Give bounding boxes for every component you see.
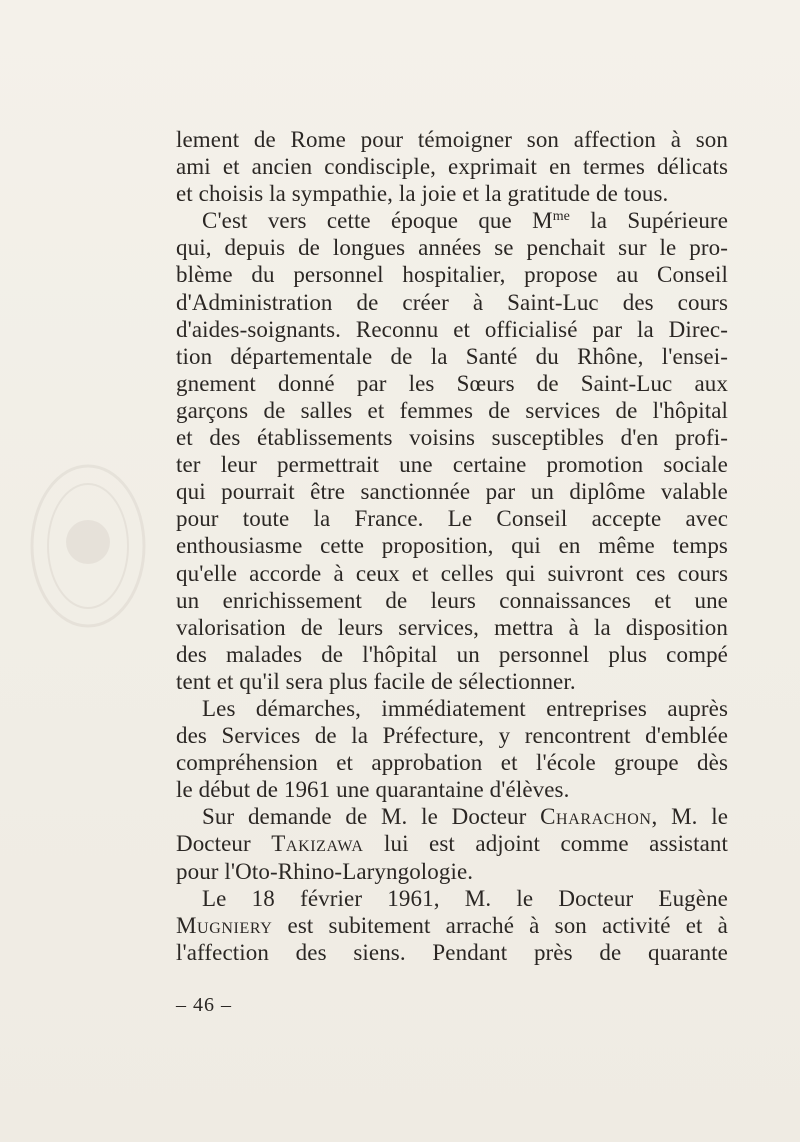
text-line: tion départementale de la Santé du Rhône, l'ensei- (176, 343, 728, 369)
person-name: Takizawa (271, 831, 364, 857)
text-line (176, 207, 728, 234)
text-line (176, 830, 728, 857)
text-line: d'aides-soignants. Reconnu et officialisé par la Direc- (176, 316, 728, 342)
text-line: des malades de l'hôpital un personnel plus compé (176, 641, 728, 667)
text-segment: Sur demande de M. le Docteur (202, 804, 541, 830)
text-line: lement de Rome pour témoigner son affection à son (176, 127, 728, 152)
text-segment: lui est adjoint comme assistant (363, 831, 728, 857)
text-line: tent et qu'il sera plus facile de sélectionner. (176, 668, 576, 694)
text-line (176, 912, 728, 939)
text-line: gnement donné par les Sœurs de Saint-Luc aux (176, 370, 728, 396)
text-line: et choisis la sympathie, la joie et la gratitude de tous. (176, 181, 669, 207)
text-line: ter leur permettrait une certaine promotion sociale (176, 452, 728, 478)
text-line (176, 803, 728, 830)
text-line: ami et ancien condisciple, exprimait en termes délicats (176, 154, 728, 180)
body-text (176, 126, 728, 966)
person-name: Mugniery (176, 912, 273, 938)
text-line: valorisation de leurs services, mettra à la disposition (176, 614, 728, 640)
text-line: qu'elle accorde à ceux et celles qui suivront ces cours (176, 560, 728, 586)
text-line: blème du personnel hospitalier, propose au Conseil (176, 262, 728, 288)
person-name: Charachon (540, 804, 652, 830)
superscript: me (552, 209, 570, 225)
text-segment: Docteur (176, 831, 272, 857)
text-line: compréhension et approbation et l'école groupe dès (176, 750, 728, 776)
text-line: garçons de salles et femmes de services de l'hôpital (176, 397, 728, 423)
text-line: l'affection des siens. Pendant près de quarante (176, 939, 728, 965)
text-segment: la Supérieure (570, 208, 729, 234)
text-line: pour l'Oto-Rhino-Laryngologie. (176, 858, 474, 884)
text-segment: , M. le (651, 804, 728, 830)
text-line: des Services de la Préfecture, y rencontrent d'emblée (176, 723, 728, 749)
text-line: et des établissements voisins susceptibles d'en profi- (176, 425, 728, 451)
text-line: Le 18 février 1961, M. le Docteur Eugène (202, 885, 728, 911)
text-line: un enrichissement de leurs connaissances et une (176, 587, 728, 613)
text-line: enthousiasme cette proposition, qui en même temps (176, 533, 728, 559)
faded-library-stamp (28, 462, 148, 630)
text-line: le début de 1961 une quarantaine d'élèves. (176, 777, 570, 803)
text-segment: est subitement arraché à son activité et à (272, 912, 728, 938)
text-line: d'Administration de créer à Saint-Luc des cours (176, 289, 728, 315)
page-number: – 46 – (176, 994, 232, 1016)
text-line: qui, depuis de longues années se penchait sur le pro- (176, 235, 728, 261)
text-line: Les démarches, immédiatement entreprises auprès (202, 695, 728, 721)
text-line: pour toute la France. Le Conseil accepte avec (176, 506, 728, 532)
text-segment: C'est vers cette époque que M (202, 208, 553, 234)
text-line: qui pourrait être sanctionnée par un diplôme valable (176, 479, 728, 505)
